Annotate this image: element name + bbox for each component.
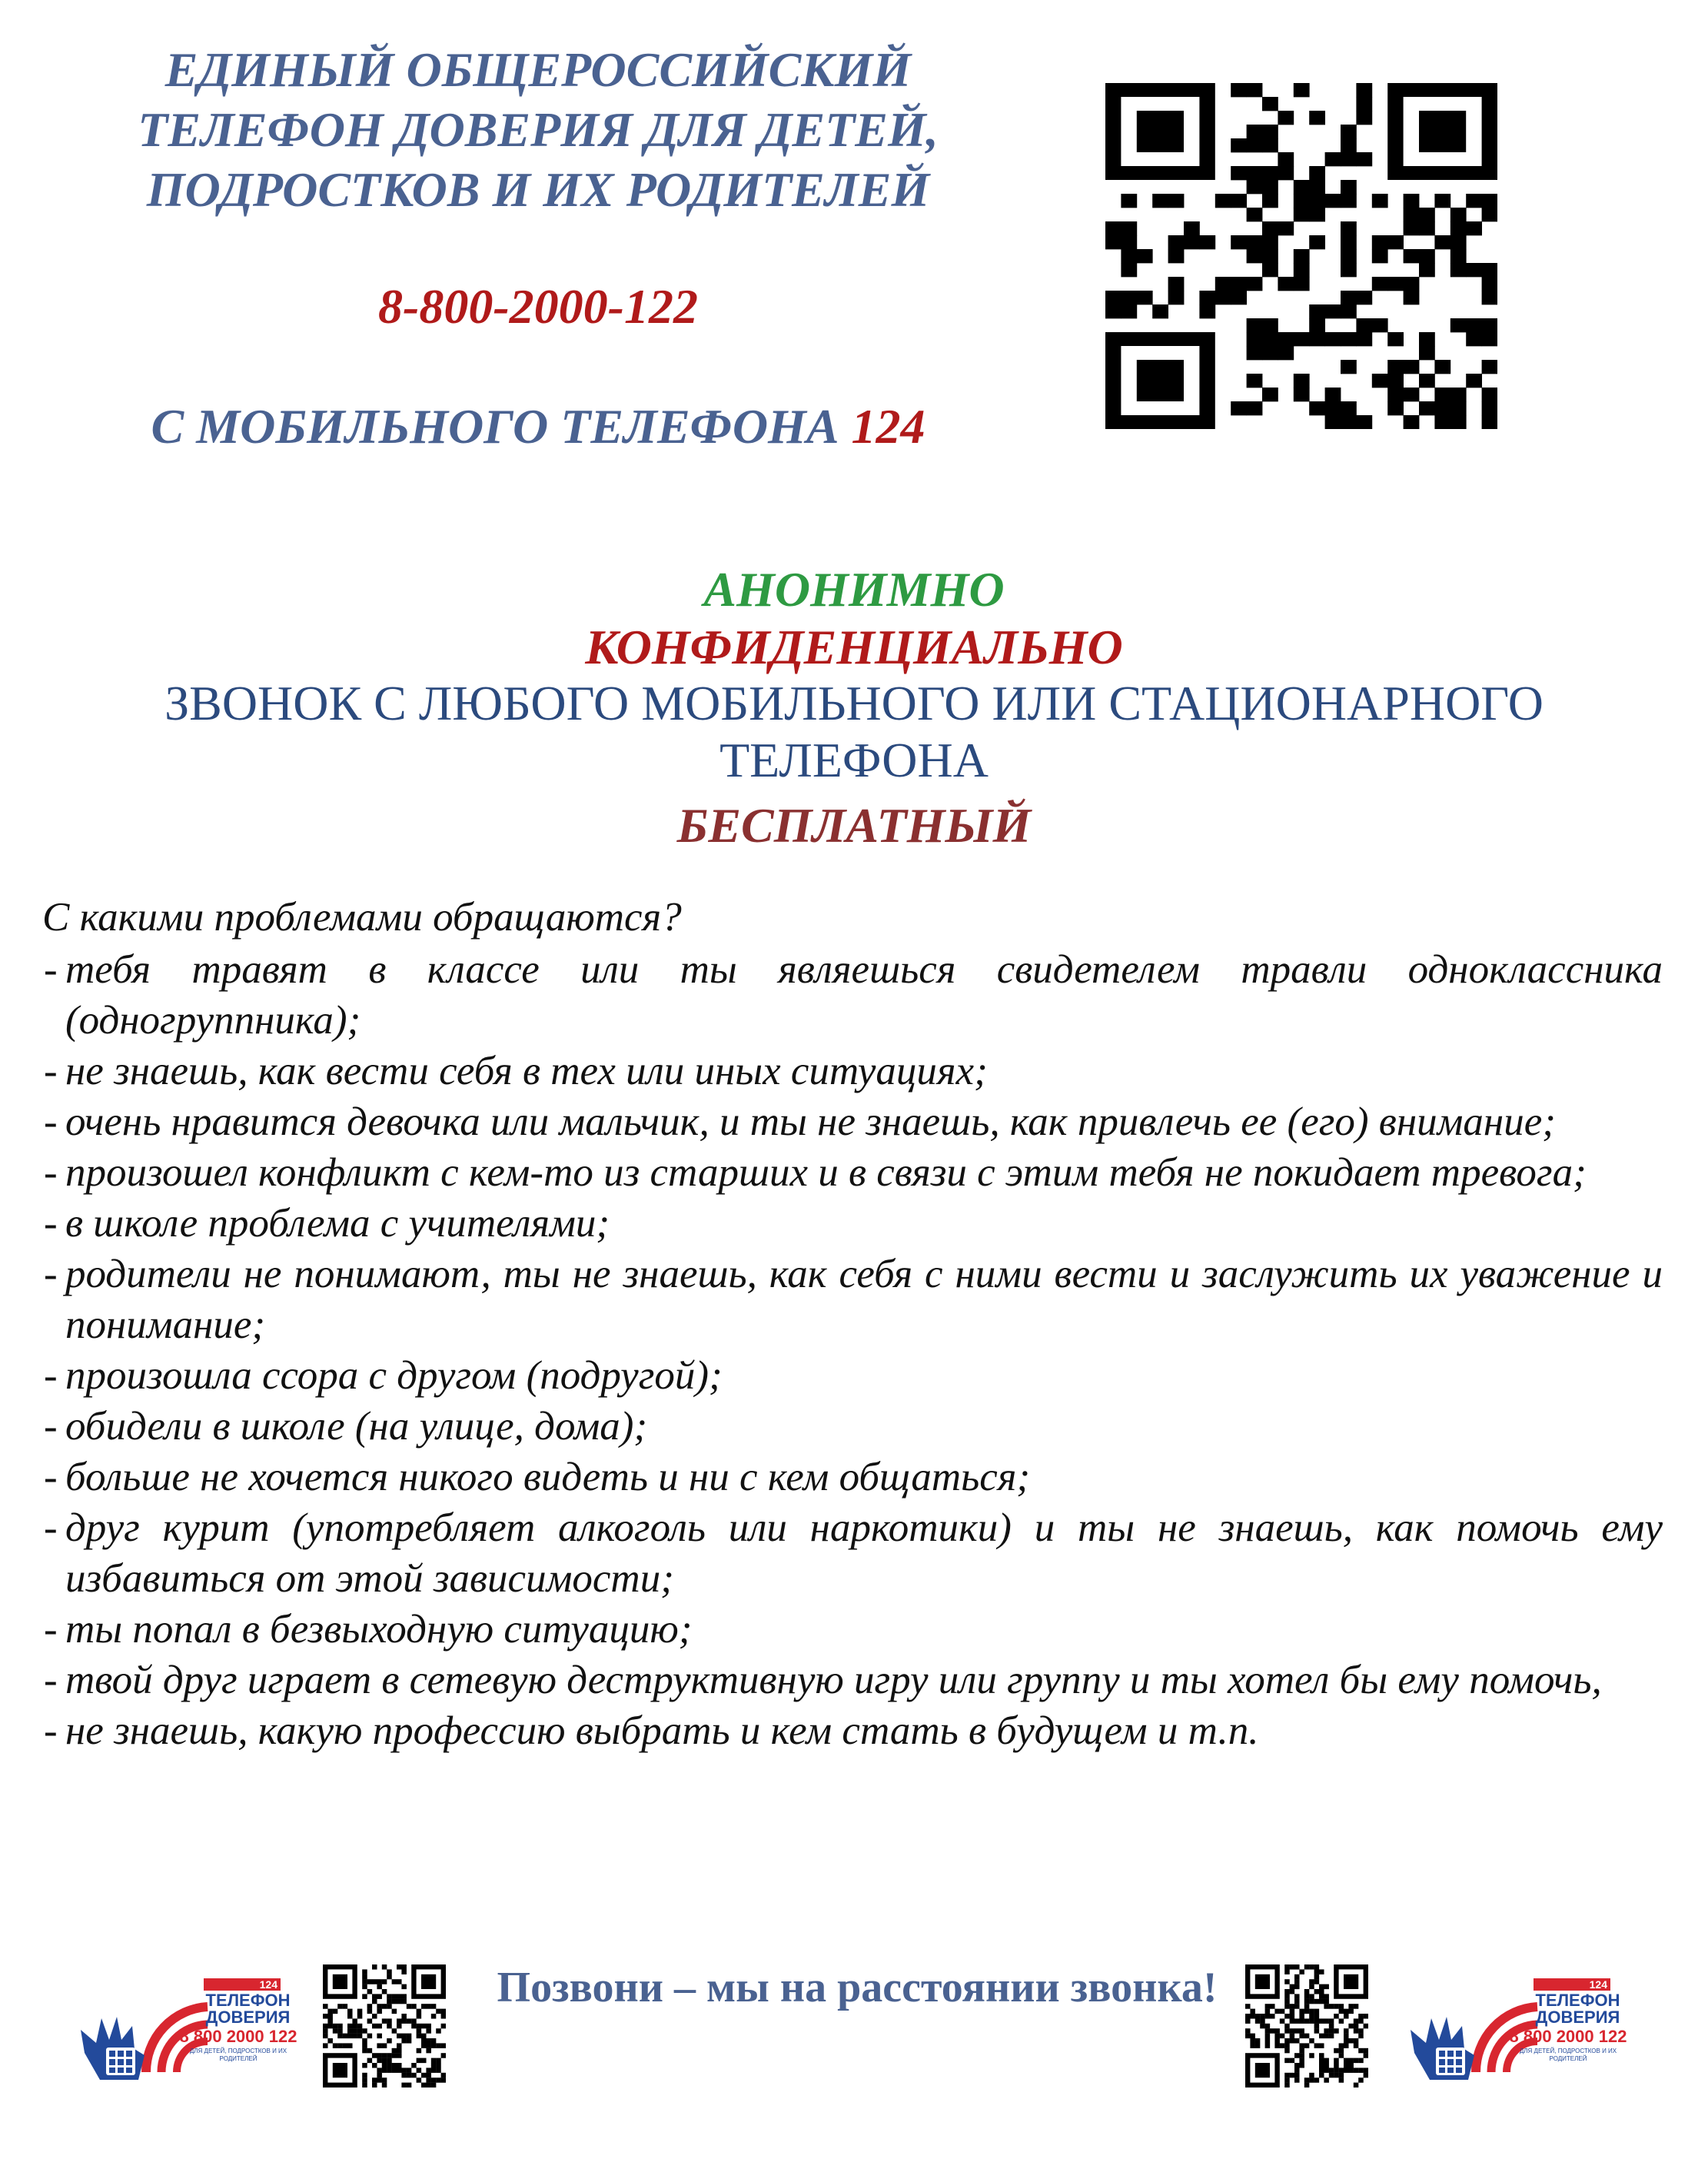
list-item: - родители не понимают, ты не знаешь, как себя с ними вести и заслужить их уважение и понимание; [42,1249,1663,1350]
footer-slogan: Позвони – мы на расстоянии звонка! [497,1964,1218,2011]
title-line-1: ЕДИНЫЙ ОБЩЕРОССИЙСКИЙ [164,42,912,97]
list-item: - не знаешь, какую профессию выбрать и кем стать в будущем и т.п. [42,1705,1663,1756]
list-item: - очень нравится девочка или мальчик, и ты не знаешь, как привлечь ее (его) внимание; [42,1096,1663,1147]
problems-question: С какими проблемами обращаются? [42,895,682,940]
logo-phone: 8 800 2000 122 [179,2027,297,2046]
feature-any-phone [0,675,1708,789]
list-item: - твой друг играет в сетевую деструктивную игру или группу и ты хотел бы ему помочь, [42,1655,1663,1705]
problems-section [42,892,1663,1756]
logo-name-line-2: ДОВЕРИЯ [205,2008,291,2027]
list-item: - больше не хочется никого видеть и ни с кем общаться; [42,1452,1663,1502]
list-item: - друг курит (употребляет алкоголь или наркотики) и ты не знаешь, как помочь ему избавиться от этой зависимости; [42,1502,1663,1604]
qr-code-icon [1245,1964,1368,2087]
feature-confidential: КОНФИДЕНЦИАЛЬНО [585,620,1123,674]
qr-code-icon [323,1964,446,2087]
logo-phone: 8 800 2000 122 [1509,2027,1627,2046]
mobile-prefix: С МОБИЛЬНОГО ТЕЛЕФОНА [151,399,839,454]
hotline-phone-number: 8-800-2000-122 [378,279,698,334]
logo-badge: 124 [204,1978,281,1991]
feature-free: БЕСПЛАТНЫЙ [676,798,1032,853]
helpline-logo-right [1391,1957,1627,2087]
feature-any-phone-line-1: ЗВОНОК С ЛЮБОГО МОБИЛЬНОГО ИЛИ СТАЦИОНАРНОГО [164,676,1544,730]
mobile-number-line [61,397,1015,457]
list-item: - произошла ссора с другом (подругой); [42,1350,1663,1401]
mobile-short-number: 124 [851,399,925,454]
title-line-3: ПОДРОСТКОВ И ИХ РОДИТЕЛЕЙ [146,162,930,217]
logo-name-line-1: ТЕЛЕФОН [1535,1991,1620,2010]
logo-name-line-1: ТЕЛЕФОН [205,1991,291,2010]
feature-anonymous: АНОНИМНО [703,562,1005,617]
helpline-logo-left [61,1957,297,2087]
list-item: - не знаешь, как вести себя в тех или иных ситуациях; [42,1046,1663,1096]
logo-badge: 124 [1534,1978,1610,1991]
logo-name [204,1992,292,2026]
logo-name [1534,1992,1622,2026]
title-line-2: ТЕЛЕФОН ДОВЕРИЯ ДЛЯ ДЕТЕЙ, [138,102,939,157]
logo-subtitle: ДЛЯ ДЕТЕЙ, ПОДРОСТКОВ И ИХ РОДИТЕЛЕЙ [1519,2048,1617,2062]
feature-any-phone-line-2: ТЕЛЕФОНА [719,733,989,787]
logo-subtitle: ДЛЯ ДЕТЕЙ, ПОДРОСТКОВ И ИХ РОДИТЕЛЕЙ [189,2048,287,2062]
list-item: - в школе проблема с учителями; [42,1198,1663,1249]
list-item: - произошел конфликт с кем-то из старших и в связи с этим тебя не покидает тревога; [42,1147,1663,1198]
list-item: - ты попал в безвыходную ситуацию; [42,1604,1663,1655]
hotline-title [61,40,1015,220]
qr-code-icon [1105,83,1497,429]
problems-list [42,944,1663,1756]
list-item: - обидели в школе (на улице, дома); [42,1401,1663,1452]
list-item: - тебя травят в классе или ты являешься свидетелем травли одноклассника (одногруппника); [42,944,1663,1046]
logo-name-line-2: ДОВЕРИЯ [1535,2008,1620,2027]
